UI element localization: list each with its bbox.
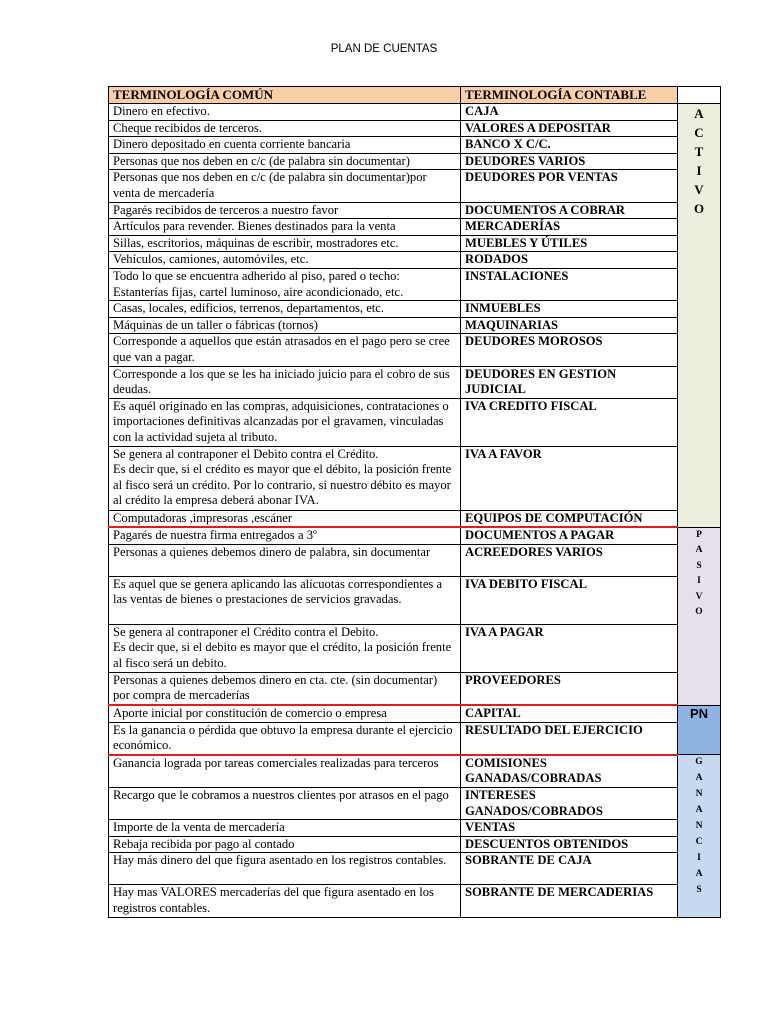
group-letter: S	[696, 560, 702, 571]
terminologia-comun-cell: Casas, locales, edificios, terrenos, departamentos, etc.	[109, 301, 461, 318]
group-letter: I	[697, 852, 701, 863]
terminologia-contable-cell: INTERESES GANADOS/COBRADOS	[461, 788, 678, 820]
table-row	[109, 235, 721, 252]
group-letter: A	[695, 545, 703, 556]
terminologia-comun-cell: Todo lo que se encuentra adherido al piso, pared o techo: Estanterías fijas, cartel luminoso, aire acondicionado, etc.	[109, 268, 461, 300]
group-letter: O	[693, 201, 705, 216]
group-letter: O	[695, 607, 703, 618]
terminologia-contable-cell: INMUEBLES	[461, 301, 678, 318]
terminologia-comun-cell: Vehículos, camiones, automóviles, etc.	[109, 252, 461, 269]
header-terminologia-comun: TERMINOLOGÍA COMÚN	[109, 87, 461, 104]
group-letter: V	[694, 182, 704, 197]
group-letter: A	[695, 773, 703, 784]
terminologia-contable-cell: CAJA	[461, 104, 678, 121]
terminologia-contable-cell: EQUIPOS DE COMPUTACIÓN	[461, 510, 678, 527]
table-row	[109, 820, 721, 837]
terminologia-comun-cell: Dinero depositado en cuenta corriente bancaria	[109, 137, 461, 154]
terminologia-comun-cell: Personas a quienes debemos dinero de palabra, sin documentar	[109, 544, 461, 576]
terminologia-contable-cell: CAPITAL	[461, 705, 678, 722]
group-pasivo	[678, 527, 721, 705]
table-row	[109, 510, 721, 527]
terminologia-contable-cell: SOBRANTE DE CAJA	[461, 853, 678, 885]
terminologia-comun-cell: Se genera al contraponer el Debito contra el Crédito. Es decir que, si el crédito es mayor que el débito, la posición frente al fisco será un crédito. Por lo contrario, si nuestro débito es mayor al crédito la empresa deberá abonar IVA.	[109, 446, 461, 510]
terminologia-contable-cell: DOCUMENTOS A COBRAR	[461, 202, 678, 219]
terminologia-contable-cell: DEUDORES EN GESTION JUDICIAL	[461, 366, 678, 398]
table-row	[109, 446, 721, 510]
table-row	[109, 705, 721, 722]
terminologia-contable-cell: ACREEDORES VARIOS	[461, 544, 678, 576]
table-row	[109, 527, 721, 544]
terminologia-comun-cell: Personas que nos deben en c/c (de palabra sin documentar)por venta de mercadería	[109, 170, 461, 202]
terminologia-comun-cell: Se genera al contraponer el Crédito contra el Debito. Es decir que, si el debito es mayor que el crédito, la posición frente al fisco será un debito.	[109, 624, 461, 672]
group-ganancias	[678, 755, 721, 917]
group-letter: C	[695, 836, 703, 847]
group-pn-label: PN	[689, 705, 709, 721]
table-row	[109, 672, 721, 705]
terminologia-contable-cell: DEUDORES MOROSOS	[461, 334, 678, 366]
header-group-cell	[678, 87, 721, 104]
terminologia-comun-cell: Aporte inicial por constitución de comercio o empresa	[109, 705, 461, 722]
terminologia-contable-cell: PROVEEDORES	[461, 672, 678, 705]
table-row	[109, 317, 721, 334]
terminologia-comun-cell: Personas que nos deben en c/c (de palabra sin documentar)	[109, 153, 461, 170]
table-row	[109, 252, 721, 269]
group-letter: A	[695, 868, 703, 879]
terminologia-contable-cell: DEUDORES VARIOS	[461, 153, 678, 170]
group-ganancias-letters	[682, 755, 716, 898]
group-letter: N	[695, 820, 703, 831]
terminologia-comun-cell: Sillas, escritorios, máquinas de escribir, mostradores etc.	[109, 235, 461, 252]
page-title: PLAN DE CUENTAS	[330, 43, 438, 55]
group-pasivo-letters	[682, 528, 716, 621]
group-letter: I	[696, 163, 702, 178]
table-row	[109, 104, 721, 121]
group-letter: V	[695, 591, 703, 602]
group-letter: G	[695, 757, 703, 768]
table-row	[109, 853, 721, 885]
terminologia-comun-cell: Personas a quienes debemos dinero en cta. cte. (sin documentar) por compra de mercaderías	[109, 672, 461, 705]
terminologia-comun-cell: Cheque recibidos de terceros.	[109, 120, 461, 137]
terminologia-contable-cell: VALORES A DEPOSITAR	[461, 120, 678, 137]
terminologia-comun-cell: Importe de la venta de mercadería	[109, 820, 461, 837]
group-letter: C	[694, 125, 704, 140]
table-row	[109, 268, 721, 300]
terminologia-contable-cell: IVA CREDITO FISCAL	[461, 398, 678, 446]
terminologia-comun-cell: Rebaja recibida por pago al contado	[109, 836, 461, 853]
terminologia-contable-cell: RESULTADO DEL EJERCICIO	[461, 722, 678, 755]
table-row	[109, 170, 721, 202]
table-row	[109, 885, 721, 917]
group-letter: T	[694, 144, 704, 159]
group-activo	[678, 104, 721, 528]
terminologia-comun-cell: Pagarés recibidos de terceros a nuestro favor	[109, 202, 461, 219]
table-row	[109, 788, 721, 820]
terminologia-comun-cell: Es aquel que se genera aplicando las alícuotas correspondientes a las ventas de bienes o prestaciones de servicios gravadas.	[109, 576, 461, 624]
table-row	[109, 137, 721, 154]
terminologia-comun-cell: Hay más dinero del que figura asentado en los registros contables.	[109, 853, 461, 885]
table-row	[109, 120, 721, 137]
accounts-table	[108, 86, 721, 918]
group-letter: A	[695, 805, 703, 816]
table-row	[109, 544, 721, 576]
terminologia-contable-cell: MAQUINARIAS	[461, 317, 678, 334]
terminologia-comun-cell: Corresponde a aquellos que están atrasados en el pago pero se cree que van a pagar.	[109, 334, 461, 366]
table-row	[109, 334, 721, 366]
group-letter: A	[694, 106, 704, 121]
terminologia-comun-cell: Computadoras ,impresoras ,escáner	[109, 510, 461, 527]
table-row	[109, 398, 721, 446]
group-pn	[678, 705, 721, 755]
table-row	[109, 624, 721, 672]
terminologia-contable-cell: RODADOS	[461, 252, 678, 269]
terminologia-comun-cell: Artículos para revender. Bienes destinados para la venta	[109, 219, 461, 236]
terminologia-comun-cell: Corresponde a los que se les ha iniciado juicio para el cobro de sus deudas.	[109, 366, 461, 398]
table-row	[109, 219, 721, 236]
table-row	[109, 576, 721, 624]
terminologia-comun-cell: Máquinas de un taller o fábricas (tornos)	[109, 317, 461, 334]
terminologia-comun-cell: Ganancia lograda por tareas comerciales realizadas para terceros	[109, 755, 461, 788]
table-row	[109, 301, 721, 318]
terminologia-contable-cell: COMISIONES GANADAS/COBRADAS	[461, 755, 678, 788]
table-header-row	[109, 87, 721, 104]
terminologia-contable-cell: MUEBLES Y ÚTILES	[461, 235, 678, 252]
group-activo-letters	[682, 104, 716, 218]
table-row	[109, 755, 721, 788]
terminologia-contable-cell: DOCUMENTOS A PAGAR	[461, 527, 678, 544]
terminologia-contable-cell: VENTAS	[461, 820, 678, 837]
group-letter: S	[696, 884, 702, 895]
table-row	[109, 722, 721, 755]
terminologia-contable-cell: INSTALACIONES	[461, 268, 678, 300]
terminologia-contable-cell: IVA DEBITO FISCAL	[461, 576, 678, 624]
terminologia-comun-cell: Pagarés de nuestra firma entregados a 3º	[109, 527, 461, 544]
table-row	[109, 366, 721, 398]
terminologia-contable-cell: MERCADERÍAS	[461, 219, 678, 236]
terminologia-comun-cell: Es aquél originado en las compras, adquisiciones, contrataciones o importaciones definitivas alcanzadas por el gravamen, vinculadas con la actividad sujeta al tributo.	[109, 398, 461, 446]
terminologia-contable-cell: IVA A PAGAR	[461, 624, 678, 672]
terminologia-comun-cell: Es la ganancia o pérdida que obtuvo la empresa durante el ejercicio económico.	[109, 722, 461, 755]
table-row	[109, 836, 721, 853]
terminologia-comun-cell: Recargo que le cobramos a nuestros clientes por atrasos en el pago	[109, 788, 461, 820]
terminologia-contable-cell: SOBRANTE DE MERCADERIAS	[461, 885, 678, 917]
terminologia-comun-cell: Dinero en efectivo.	[109, 104, 461, 121]
group-letter: N	[695, 789, 703, 800]
terminologia-contable-cell: DEUDORES POR VENTAS	[461, 170, 678, 202]
terminologia-contable-cell: IVA A FAVOR	[461, 446, 678, 510]
terminologia-comun-cell: Hay mas VALORES mercaderías del que figura asentado en los registros contables.	[109, 885, 461, 917]
group-letter: P	[696, 529, 702, 540]
terminologia-contable-cell: DESCUENTOS OBTENIDOS	[461, 836, 678, 853]
header-terminologia-contable: TERMINOLOGÍA CONTABLE	[461, 87, 678, 104]
table-row	[109, 202, 721, 219]
group-letter: I	[697, 576, 701, 587]
terminologia-contable-cell: BANCO X C/C.	[461, 137, 678, 154]
table-row	[109, 153, 721, 170]
